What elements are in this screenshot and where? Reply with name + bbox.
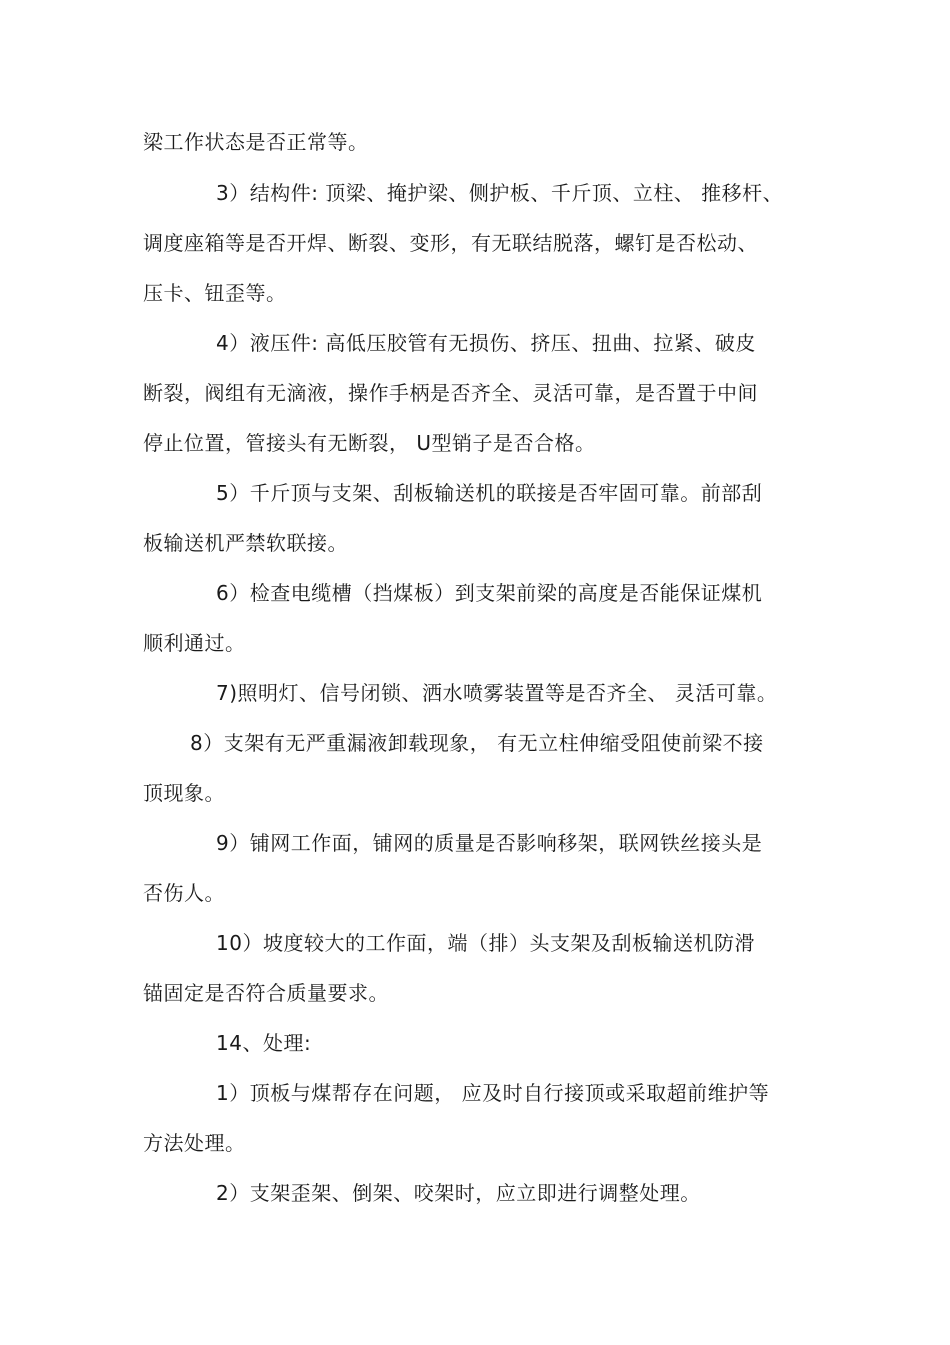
text-line-22: 2）支架歪架、倒架、咬架时，应立即进行调整处理。 <box>216 1181 701 1205</box>
text-line-18: 锚固定是否符合质量要求。 <box>143 981 389 1005</box>
text-line-14: 顶现象。 <box>143 781 225 805</box>
text-line-5: 4）液压件: 高低压胶管有无损伤、挤压、扭曲、拉紧、破皮 <box>216 331 756 355</box>
text-line-7: 停止位置，管接头有无断裂， U型销子是否合格。 <box>143 431 596 455</box>
text-line-3: 调度座箱等是否开焊、断裂、变形，有无联结脱落，螺钉是否松动、 <box>143 231 758 255</box>
text-line-19: 14、处理: <box>216 1031 312 1055</box>
text-line-17: 10）坡度较大的工作面，端（排）头支架及刮板输送机防滑 <box>216 931 755 955</box>
text-line-11: 顺利通过。 <box>143 631 246 655</box>
text-line-12: 7)照明灯、信号闭锁、洒水喷雾装置等是否齐全、 灵活可靠。 <box>216 681 778 705</box>
text-line-6: 断裂，阀组有无滴液，操作手柄是否齐全、灵活可靠，是否置于中间 <box>143 381 758 405</box>
text-line-21: 方法处理。 <box>143 1131 246 1155</box>
text-line-15: 9）铺网工作面，铺网的质量是否影响移架，联网铁丝接头是 <box>216 831 763 855</box>
text-line-2: 3）结构件: 顶梁、掩护梁、侧护板、千斤顶、立柱、 推移杆、 <box>216 181 784 205</box>
text-line-20: 1）顶板与煤帮存在问题， 应及时自行接顶或采取超前维护等 <box>216 1081 770 1105</box>
text-line-13: 8）支架有无严重漏液卸载现象， 有无立柱伸缩受阻使前梁不接 <box>190 731 764 755</box>
text-line-16: 否伤人。 <box>143 881 225 905</box>
text-line-4: 压卡、钮歪等。 <box>143 281 287 305</box>
text-line-8: 5）千斤顶与支架、刮板输送机的联接是否牢固可靠。前部刮 <box>216 481 763 505</box>
text-line-9: 板输送机严禁软联接。 <box>143 531 348 555</box>
text-line-10: 6）检查电缆槽（挡煤板）到支架前梁的高度是否能保证煤机 <box>216 581 763 605</box>
text-line-1: 梁工作状态是否正常等。 <box>143 130 369 154</box>
